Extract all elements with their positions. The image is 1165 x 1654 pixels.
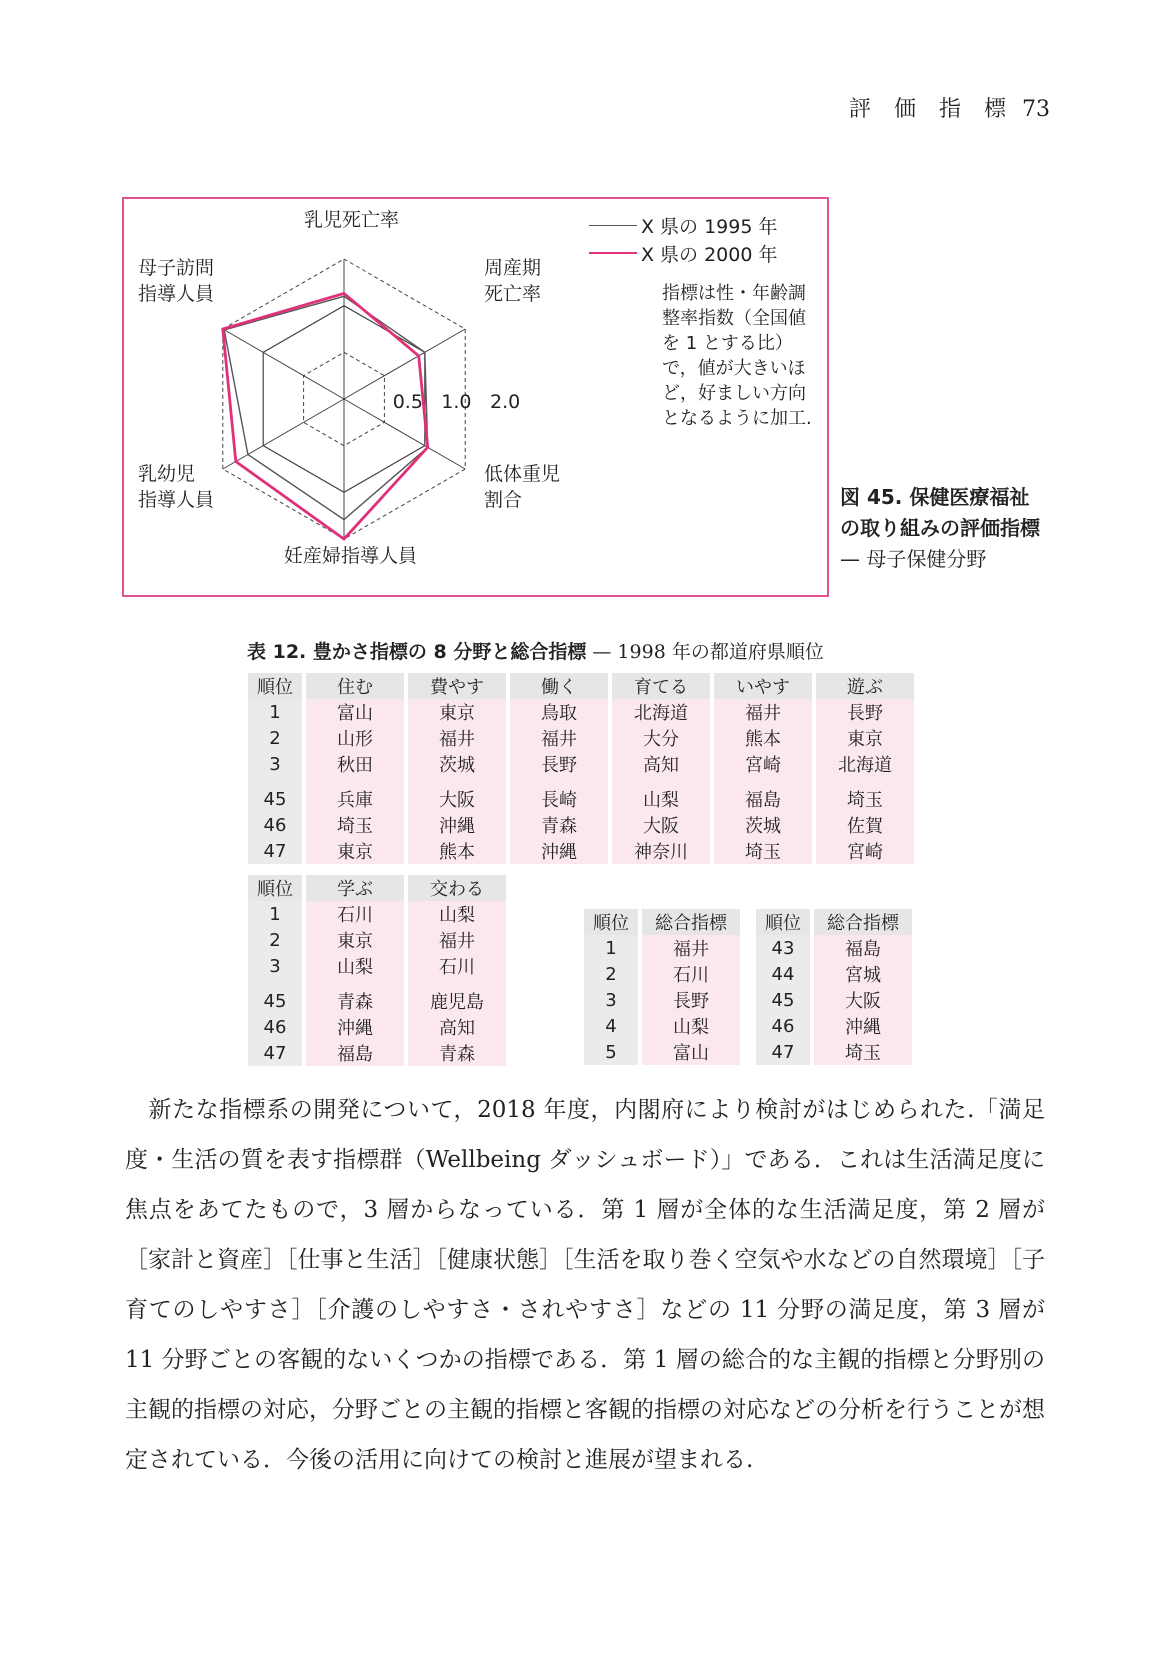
table-row: [756, 1013, 912, 1039]
prefecture-cell: 山梨: [612, 786, 710, 812]
chart-legend: [589, 211, 778, 267]
table-header-cell: 総合指標: [642, 909, 740, 935]
table-gap-cell: [816, 777, 914, 786]
axis-label-infant-mortality: 乳児死亡率: [304, 209, 400, 231]
prefecture-cell: 埼玉: [306, 812, 404, 838]
table-row: [248, 1040, 506, 1066]
table-header-cell: 順位: [756, 909, 810, 935]
rank-cell: 47: [248, 1040, 302, 1066]
table-row: [248, 786, 914, 812]
rank-cell: 3: [248, 953, 302, 979]
prefecture-cell: 東京: [408, 699, 506, 725]
prefecture-cell: 秋田: [306, 751, 404, 777]
rank-cell: 44: [756, 961, 810, 987]
prefecture-cell: 熊本: [714, 725, 812, 751]
prefecture-cell: 東京: [306, 927, 404, 953]
ranking-table-2: [244, 875, 510, 1066]
prefecture-cell: 茨城: [408, 751, 506, 777]
rank-cell: 2: [248, 725, 302, 751]
running-head: [849, 92, 1050, 123]
prefecture-cell: 山梨: [408, 901, 506, 927]
prefecture-cell: 富山: [306, 699, 404, 725]
table-gap-cell: [248, 979, 302, 988]
table-header-row: [248, 875, 506, 901]
page-number: 73: [1022, 97, 1050, 122]
series-2000-line: [223, 293, 428, 539]
prefecture-cell: 宮崎: [714, 751, 812, 777]
table-header-cell: いやす: [714, 673, 812, 699]
prefecture-cell: 福井: [408, 725, 506, 751]
axis-label-home-visit-guidance: 母子訪問 指導人員: [138, 257, 215, 305]
prefecture-cell: 山梨: [306, 953, 404, 979]
ranking-table-1: [244, 673, 918, 864]
table-gap-row: [248, 979, 506, 988]
rank-cell: 2: [584, 961, 638, 987]
prefecture-cell: 長崎: [510, 786, 608, 812]
prefecture-cell: 石川: [306, 901, 404, 927]
table-row: [584, 1039, 740, 1065]
prefecture-cell: 鳥取: [510, 699, 608, 725]
axis-label-child-guidance: 乳幼児 指導人員: [138, 463, 215, 511]
rank-cell: 45: [248, 988, 302, 1014]
table-row: [248, 699, 914, 725]
prefecture-cell: 沖縄: [408, 812, 506, 838]
body-paragraph: 新たな指標系の開発について，2018 年度，内閣府により検討がはじめられた.「満足度・生活の質を表す指標群（Wellbeing ダッシュボード）」である．これは生活満足度に焦点をあてたもので，3 層からなっている．第 1 層が全体的な生活満足度，第 2 層が［家計と資産］［仕事と生活］［健康状態］［生活を取り巻く空気や水などの自然環境］［子育てのしやすさ］［介護のしやすさ・されやすさ］などの 11 分野の満足度，第 3 層が 11 分野ごとの客観的ないくつかの指標である．第 1 層の総合的な主観的指標と分野別の主観的指標の対応，分野ごとの主観的指標と客観的指標の対応などの分析を行うことが想定されている．今後の活用に向けての検討と進展が望まれる.: [125, 1097, 1045, 1473]
table-header-cell: 費やす: [408, 673, 506, 699]
table-title-sub: — 1998 年の都道府県順位: [586, 641, 824, 663]
radar-spoke: [344, 329, 465, 399]
table-row: [248, 812, 914, 838]
rank-cell: 1: [584, 935, 638, 961]
prefecture-cell: 東京: [816, 725, 914, 751]
prefecture-cell: 大阪: [612, 812, 710, 838]
prefecture-cell: 石川: [642, 961, 740, 987]
table-gap-cell: [714, 777, 812, 786]
table-row: [248, 725, 914, 751]
table-header-cell: 住む: [306, 673, 404, 699]
rank-cell: 45: [756, 987, 810, 1013]
table-row: [248, 838, 914, 864]
table-title-main: 表 12. 豊かさ指標の 8 分野と総合指標: [247, 641, 587, 663]
rank-cell: 47: [248, 838, 302, 864]
table-header-row: [584, 909, 740, 935]
table-row: [248, 953, 506, 979]
composite-table-bottom: [752, 909, 916, 1065]
rank-cell: 3: [248, 751, 302, 777]
axis-label-pregnant-guidance: 妊産婦指導人員: [284, 545, 418, 567]
rank-cell: 3: [584, 987, 638, 1013]
table-row: [248, 901, 506, 927]
table-header-cell: 学ぶ: [306, 875, 404, 901]
legend-item-1995: [589, 211, 778, 239]
rank-cell: 2: [248, 927, 302, 953]
radar-spoke: [223, 329, 344, 399]
table-header-cell: 順位: [248, 673, 302, 699]
prefecture-cell: 兵庫: [306, 786, 404, 812]
rank-cell: 46: [756, 1013, 810, 1039]
prefecture-cell: 熊本: [408, 838, 506, 864]
table-row: [248, 1014, 506, 1040]
scale-label: 2.0: [490, 391, 521, 413]
rank-cell: 45: [248, 786, 302, 812]
prefecture-cell: 福井: [510, 725, 608, 751]
rank-cell: 43: [756, 935, 810, 961]
prefecture-cell: 大阪: [408, 786, 506, 812]
table-header-cell: 働く: [510, 673, 608, 699]
prefecture-cell: 沖縄: [510, 838, 608, 864]
table-row: [756, 1039, 912, 1065]
prefecture-cell: 宮城: [814, 961, 912, 987]
table-row: [584, 1013, 740, 1039]
rank-cell: 46: [248, 1014, 302, 1040]
body-text: [125, 1085, 1045, 1485]
prefecture-cell: 長野: [510, 751, 608, 777]
prefecture-cell: 長野: [642, 987, 740, 1013]
table-gap-cell: [306, 979, 404, 988]
prefecture-cell: 長野: [816, 699, 914, 725]
table-gap-cell: [612, 777, 710, 786]
prefecture-cell: 富山: [642, 1039, 740, 1065]
table-title: [247, 637, 824, 664]
legend-swatch-2000: [589, 252, 637, 254]
prefecture-cell: 山梨: [642, 1013, 740, 1039]
figure-caption: [840, 482, 1040, 575]
table-row: [756, 935, 912, 961]
table-row: [584, 961, 740, 987]
rank-cell: 1: [248, 699, 302, 725]
prefecture-cell: 埼玉: [814, 1039, 912, 1065]
table-gap-cell: [306, 777, 404, 786]
prefecture-cell: 神奈川: [612, 838, 710, 864]
table-header-cell: 遊ぶ: [816, 673, 914, 699]
table-gap-row: [248, 777, 914, 786]
table-row: [584, 987, 740, 1013]
legend-item-2000: [589, 239, 778, 267]
prefecture-cell: 佐賀: [816, 812, 914, 838]
prefecture-cell: 大分: [612, 725, 710, 751]
rank-cell: 46: [248, 812, 302, 838]
prefecture-cell: 福井: [714, 699, 812, 725]
table-row: [756, 987, 912, 1013]
rank-cell: 4: [584, 1013, 638, 1039]
figure-caption-title: 図 45. 保健医療福祉の取り組みの評価指標: [840, 485, 1040, 540]
running-head-title: 評 価 指 標: [849, 97, 1014, 122]
rank-cell: 47: [756, 1039, 810, 1065]
legend-label-2000: X 県の 2000 年: [641, 243, 778, 266]
table-header-cell: 順位: [584, 909, 638, 935]
table-row: [248, 927, 506, 953]
scale-label: 1.0: [441, 391, 472, 413]
prefecture-cell: 北海道: [816, 751, 914, 777]
composite-table-top: [580, 909, 744, 1065]
prefecture-cell: 福井: [642, 935, 740, 961]
table-gap-cell: [510, 777, 608, 786]
table-header-cell: 順位: [248, 875, 302, 901]
prefecture-cell: 山形: [306, 725, 404, 751]
prefecture-cell: 埼玉: [714, 838, 812, 864]
prefecture-cell: 福島: [714, 786, 812, 812]
axis-label-perinatal-mortality: 周産期 死亡率: [484, 257, 542, 305]
table-header-cell: 総合指標: [814, 909, 912, 935]
table-row: [756, 961, 912, 987]
prefecture-cell: 北海道: [612, 699, 710, 725]
legend-swatch-1995: [589, 225, 637, 226]
table-gap-cell: [408, 979, 506, 988]
prefecture-cell: 鹿児島: [408, 988, 506, 1014]
rank-cell: 5: [584, 1039, 638, 1065]
table-header-row: [756, 909, 912, 935]
table-gap-cell: [408, 777, 506, 786]
prefecture-cell: 石川: [408, 953, 506, 979]
prefecture-cell: 青森: [510, 812, 608, 838]
prefecture-cell: 高知: [612, 751, 710, 777]
figure-caption-subtitle: — 母子保健分野: [840, 547, 987, 571]
axis-label-low-birth-weight: 低体重児 割合: [484, 463, 561, 511]
scale-label: 0.5: [392, 391, 423, 413]
prefecture-cell: 沖縄: [306, 1014, 404, 1040]
prefecture-cell: 宮崎: [816, 838, 914, 864]
legend-label-1995: X 県の 1995 年: [641, 215, 778, 238]
prefecture-cell: 沖縄: [814, 1013, 912, 1039]
table-row: [248, 751, 914, 777]
rank-cell: 1: [248, 901, 302, 927]
prefecture-cell: 埼玉: [816, 786, 914, 812]
table-gap-cell: [248, 777, 302, 786]
prefecture-cell: 大阪: [814, 987, 912, 1013]
figure-note: 指標は性・年齢調整率指数（全国値を 1 とする比）で，値が大きいほど，好ましい方向となるように加工.: [662, 283, 812, 429]
prefecture-cell: 高知: [408, 1014, 506, 1040]
prefecture-cell: 福島: [814, 935, 912, 961]
figure-box: [122, 197, 829, 597]
table-row: [584, 935, 740, 961]
prefecture-cell: 福島: [306, 1040, 404, 1066]
table-row: [248, 988, 506, 1014]
table-header-cell: 交わる: [408, 875, 506, 901]
prefecture-cell: 青森: [408, 1040, 506, 1066]
table-header-cell: 育てる: [612, 673, 710, 699]
prefecture-cell: 福井: [408, 927, 506, 953]
prefecture-cell: 青森: [306, 988, 404, 1014]
radar-spoke: [223, 399, 344, 469]
prefecture-cell: 東京: [306, 838, 404, 864]
prefecture-cell: 茨城: [714, 812, 812, 838]
table-header-row: [248, 673, 914, 699]
